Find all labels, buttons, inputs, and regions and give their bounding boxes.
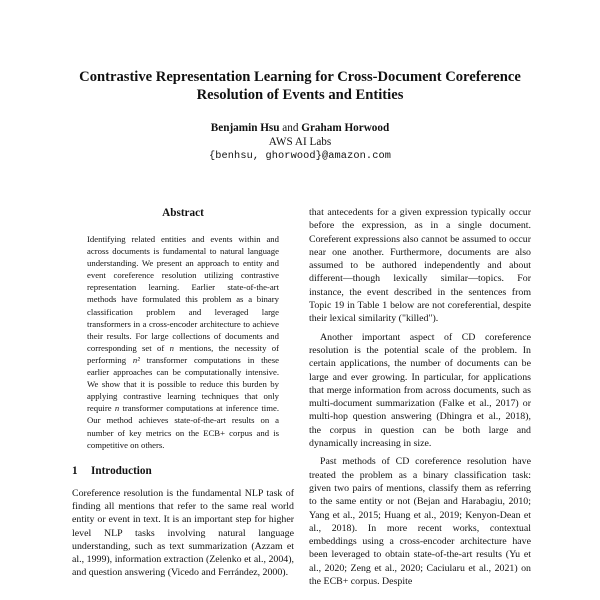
abstract-text-part-2: mentions, the necessity of performing — [87, 342, 279, 365]
author-block — [100, 121, 500, 163]
author-email: {benhsu, ghorwood}@amazon.com — [208, 150, 392, 162]
introduction-heading — [72, 464, 294, 478]
title-line-1: Contrastive Representation Learning for Cross-Document Coreference — [79, 69, 521, 85]
affiliation: AWS AI Labs — [268, 136, 332, 148]
author-2: Graham Horwood — [301, 122, 390, 134]
right-paragraph-1: that antecedents for a given expression typically occur before the expression, as in a single document. Coreferent expressions also cannot be assumed to occur near one another. Furthermore, documents are also assumed to be authored independently and about different—though lexically similar—topics. For instance, the event described in the sentences from Topic 19 in Table 1 below are not coreferential, despite their lexical similarity ("killed"). — [309, 207, 531, 325]
author-names — [100, 121, 500, 135]
section-number: 1 — [72, 464, 78, 477]
abstract-math-n-2: n — [114, 403, 120, 414]
author-1: Benjamin Hsu — [210, 122, 280, 134]
abstract-math-n-squared: n² — [132, 354, 140, 365]
abstract-math-n: n — [169, 342, 174, 353]
abstract-text-part-3: transformer computations in these earlier approaches can be computationally intensive. We show that it is possible to reduce this burden by applying contrastive learning techniques that only require — [87, 354, 279, 414]
abstract-text — [87, 233, 279, 451]
author-and: and — [282, 122, 299, 134]
right-column — [309, 206, 531, 588]
abstract-heading: Abstract — [162, 207, 204, 219]
paper-title — [40, 68, 560, 104]
abstract-text-part-4: transformer computations at inference time. Our method achieves state-of-the-art results on a number of key metrics on the ECB+ corpus and is competitive on others. — [87, 403, 279, 450]
introduction-paragraph-1: Coreference resolution is the fundamental NLP task of finding all mentions that refer to the same real world entity or event in text. It is an important step for higher level NLP tasks involving natural language understanding, such as text summarization (Azzam et al., 1999), information extraction (Zelenko et al., 2004), and question answering (Vicedo and Ferrández, 2000). — [72, 487, 294, 579]
abstract-text-part-1: Identifying related entities and events within and across documents is fundamental to natural language understanding. We present an approach to entity and event coreference resolution utilizing contrastive representation learning. Earlier state-of-the-art methods have formulated this problem as a binary classification problem and leveraged large transformers in a cross-encoder architecture to achieve their results. For large collections of documents and corresponding set of — [87, 234, 279, 353]
title-line-2: Resolution of Events and Entities — [196, 87, 404, 103]
left-column — [72, 206, 294, 580]
section-title: Introduction — [91, 464, 152, 477]
right-paragraph-2: Another important aspect of CD coreference resolution is the potential scale of the problem. In certain applications, the number of documents can be large and ever growing. In particular, for applications that merge information from across documents, such as multi-document summarization (Falke et al., 2017) or multi-hop question answering (Dhingra et al., 2018), the corpus in question can be both large and dynamically increasing in size. — [309, 331, 531, 450]
right-paragraph-3: Past methods of CD coreference resolution have treated the problem as a binary classification task: given two pairs of mentions, classify them as referring to the same entity or not (Bejan and Harabagiu, 2010; Yang et al., 2015; Huang et al., 2019; Kenyon-Dean et al., 2018). In more recent works, contextual embeddings using a cross-encoder architecture have been leveraged to obtain state-of-the-art results (Yu et al., 2020; Zeng et al., 2020; Caciularu et al., 2021) on the ECB+ corpus. Despite — [309, 456, 531, 588]
